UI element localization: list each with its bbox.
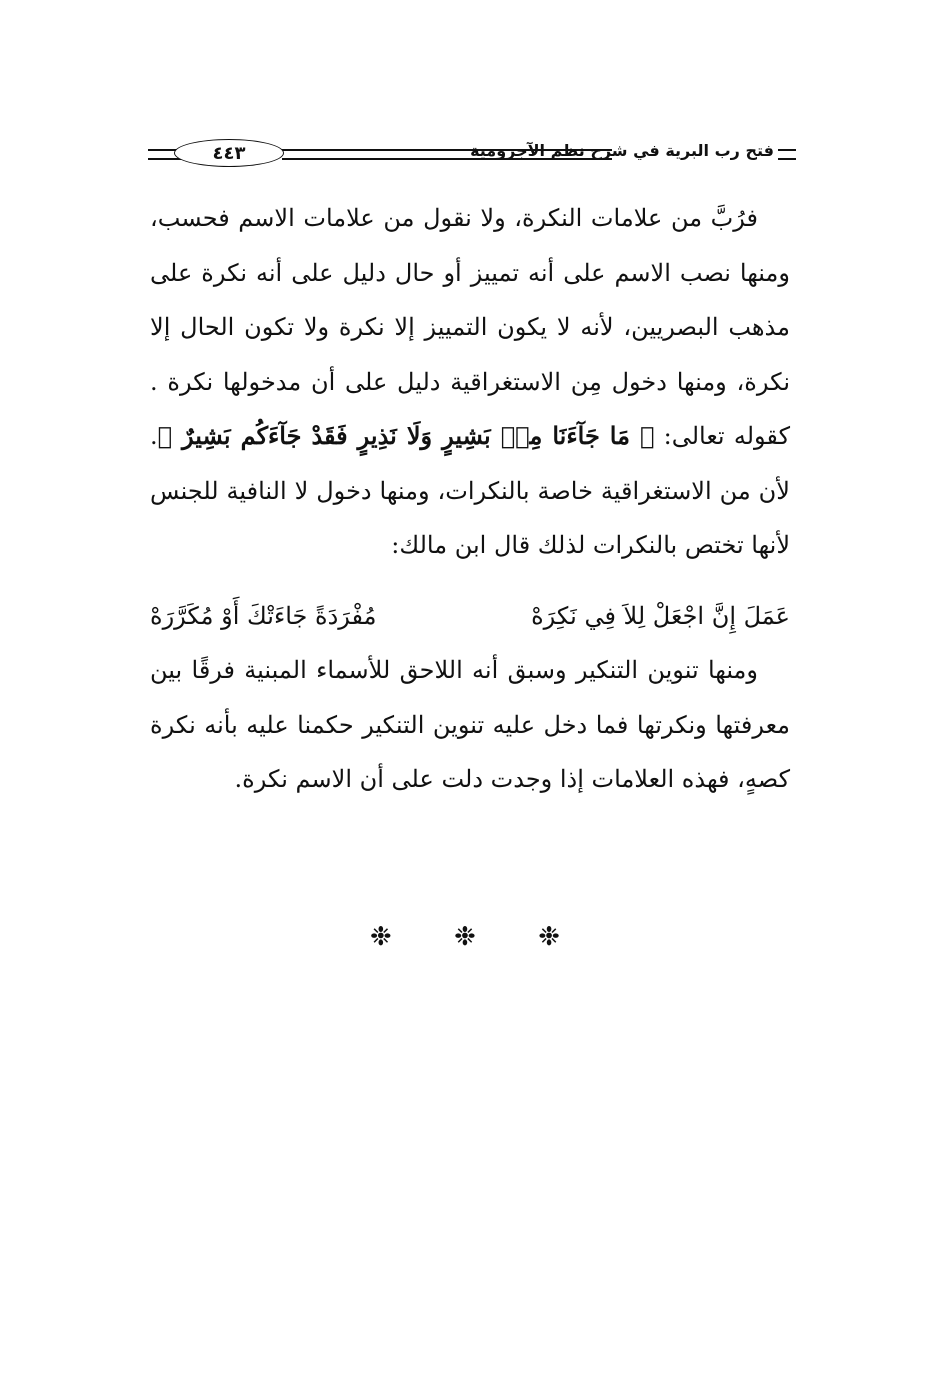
verse-first-hemistich: عَمَلَ إِنَّ اجْعَلْ لِلاَ فِي نَكِرَهْ — [531, 601, 790, 630]
page-number: ٤٤٣ — [212, 142, 246, 164]
quran-verse: ﴿ مَا جَآءَنَا مِنۢ بَشِيرٍ وَلَا نَذِيرٍ فَقَدْ جَآءَكُم بَشِيرٌ ﴾ — [157, 421, 655, 450]
verse-second-hemistich: مُفْرَدَةً جَاءَتْكَ أَوْ مُكَرَّرَهْ — [150, 601, 377, 630]
closing-paragraph: ومنها تنوين التنكير وسبق أنه اللاحق للأسماء المبنية فرقًا بين معرفتها ونكرتها فما دخل عليه تنوين التنكير حكمنا عليه بأنه نكرة كصهٍ، فهذه العلامات إذا وجدت دلت على أن الاسم نكرة. — [150, 656, 790, 793]
paragraph-text-after: . لأن من الاستغراقية خاصة بالنكرات، ومنها دخول لا النافية للجنس لأنها تختص بالنكرات لذلك قال ابن مالك: — [150, 422, 790, 559]
running-header — [148, 135, 796, 169]
book-title: فتح رب البرية في شرح نظم الآجرومية — [470, 141, 774, 160]
paragraph-indefinite-markers — [150, 191, 790, 573]
page-number-frame — [174, 139, 284, 167]
section-end-ornaments — [370, 922, 560, 952]
header-rule-right — [778, 149, 796, 160]
ornament-star-icon: ❉ — [370, 922, 392, 952]
main-text — [150, 191, 790, 807]
paragraph-text-before: فرُبَّ من علامات النكرة، ولا نقول من علامات الاسم فحسب، ومنها نصب الاسم على أنه تمييز أو حال دليل على أنه نكرة على مذهب البصريين، لأنه لا يكون التمييز إلا نكرة ولا تكون الحال إلا نكرة، ومنها دخول مِن الاستغراقية دليل على أن مدخولها نكرة . كقوله تعالى: — [150, 204, 791, 450]
ornament-star-icon: ❉ — [538, 922, 560, 952]
poem-verse — [150, 589, 790, 644]
ornament-star-icon: ❉ — [454, 922, 476, 952]
